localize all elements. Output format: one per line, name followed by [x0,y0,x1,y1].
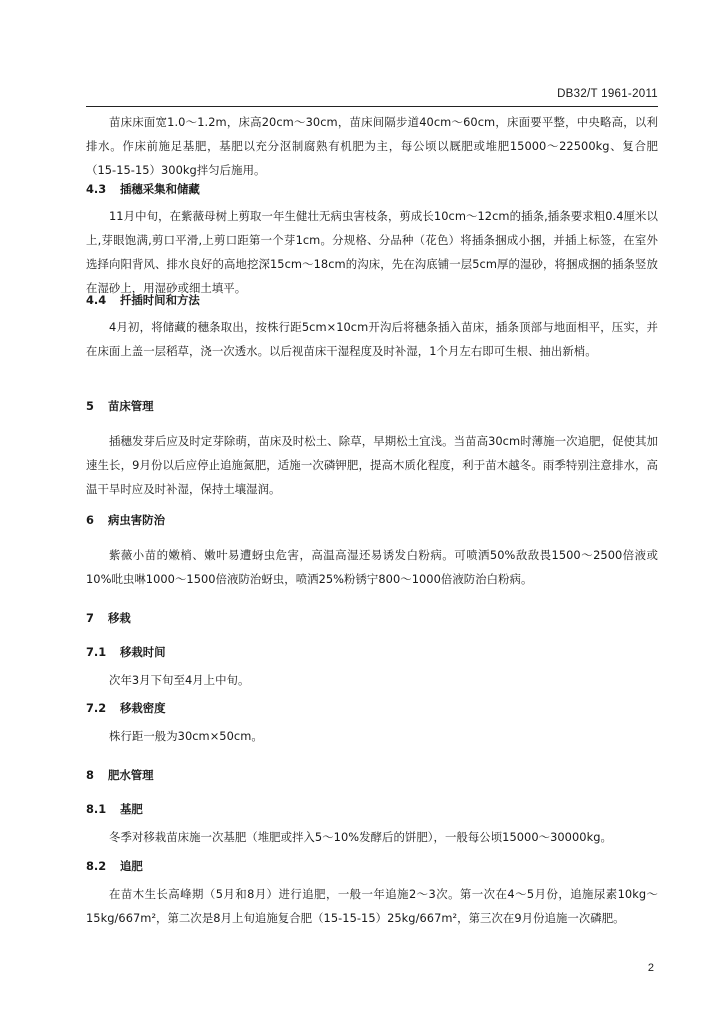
section-heading-4-3 [86,181,200,197]
section-heading-6 [86,512,165,528]
section-heading-8 [86,767,154,783]
paragraph-nursery-bed: 苗床床面宽1.0～1.2m，床高20cm～30cm，苗床间隔步道40cm～60cm，床面要平整，中央略高，以利排水。作床前施足基肥，基肥以充分沤制腐熟有机肥为主，每公顷以厩肥或堆肥15000～22500kg、复合肥（15-15-15）300kg拌匀后施用。 [86,115,658,177]
section-number: 5 [86,399,94,413]
paragraph-nursery-management: 插穗发芽后应及时定芽除萌，苗床及时松土、除草，早期松土宜浅。当苗高30cm时薄施一次追肥，促使其加速生长，9月份以后应停止追施氮肥，适施一次磷钾肥，提高木质化程度，利于苗木越冬。雨季特别注意排水，高温干旱时应及时补湿，保持土壤湿润。 [86,434,658,496]
section-heading-8-1 [86,801,143,817]
paragraph-pest-control: 紫薇小苗的嫩梢、嫩叶易遭蚜虫危害，高温高湿还易诱发白粉病。可喷洒50%敌敌畏1500～2500倍液或10%吡虫啉1000～1500倍液防治蚜虫，喷洒25%粉锈宁800～1000倍液防治白粉病。 [86,548,658,586]
paragraph-cutting-method: 4月初，将储藏的穗条取出，按株行距5cm×10cm开沟后将穗条插入苗床，插条顶部与地面相平，压实，并在床面上盖一层稻草，浇一次透水。以后视苗床干湿程度及时补湿，1个月左右即可生根、抽出新梢。 [86,320,658,358]
paragraph-transplant-density: 株行距一般为30cm×50cm。 [109,729,263,743]
section-title: 基肥 [120,802,143,816]
section-title: 追肥 [120,859,143,873]
section-heading-5 [86,398,154,414]
section-heading-4-4 [86,292,200,308]
paragraph-transplant-time: 次年3月下旬至4月上中旬。 [109,673,250,687]
standard-code: DB32/T 1961-2011 [557,88,658,100]
section-number: 7.2 [86,701,107,715]
section-title: 移栽 [108,611,131,625]
section-heading-7 [86,610,131,626]
section-heading-7-2 [86,700,166,716]
section-number: 7 [86,611,94,625]
section-number: 4.3 [86,182,107,196]
section-title: 移栽密度 [120,701,166,715]
section-number: 4.4 [86,293,107,307]
section-title: 苗床管理 [108,399,154,413]
section-heading-8-2 [86,858,143,874]
section-heading-7-1 [86,644,166,660]
section-title: 肥水管理 [108,768,154,782]
section-number: 8 [86,768,94,782]
paragraph-cutting-collection: 11月中旬，在紫薇母树上剪取一年生健壮无病虫害枝条，剪成长10cm～12cm的插条,插条要求粗0.4厘米以上,芽眼饱满,剪口平滑,上剪口距第一个芽1cm。分规格、分品种（花色）将插条捆成小捆，并插上标签，在室外选择向阳背风、排水良好的高地挖深15cm～18cm的沟床，先在沟底铺一层5cm厚的湿砂，将捆成捆的插条竖放在湿砂上，用湿砂或细土填平。 [86,209,658,295]
section-number: 6 [86,513,94,527]
page-number: 2 [647,962,654,974]
section-title: 移栽时间 [120,645,166,659]
section-title: 扦插时间和方法 [120,293,200,307]
section-number: 8.2 [86,859,107,873]
paragraph-base-fertilizer: 冬季对移栽苗床施一次基肥（堆肥或拌入5～10%发酵后的饼肥），一般每公顷15000～30000kg。 [109,830,612,844]
paragraph-topdressing: 在苗木生长高峰期（5月和8月）进行追肥，一般一年追施2～3次。第一次在4～5月份，追施尿素10kg～15kg/667m²，第二次是8月上旬追施复合肥（15-15-15）25kg/667m²，第三次在9月份追施一次磷肥。 [86,887,658,925]
section-title: 病虫害防治 [108,513,165,527]
header-divider [86,106,658,107]
section-number: 8.1 [86,802,107,816]
section-number: 7.1 [86,645,107,659]
section-title: 插穗采集和储藏 [120,182,200,196]
